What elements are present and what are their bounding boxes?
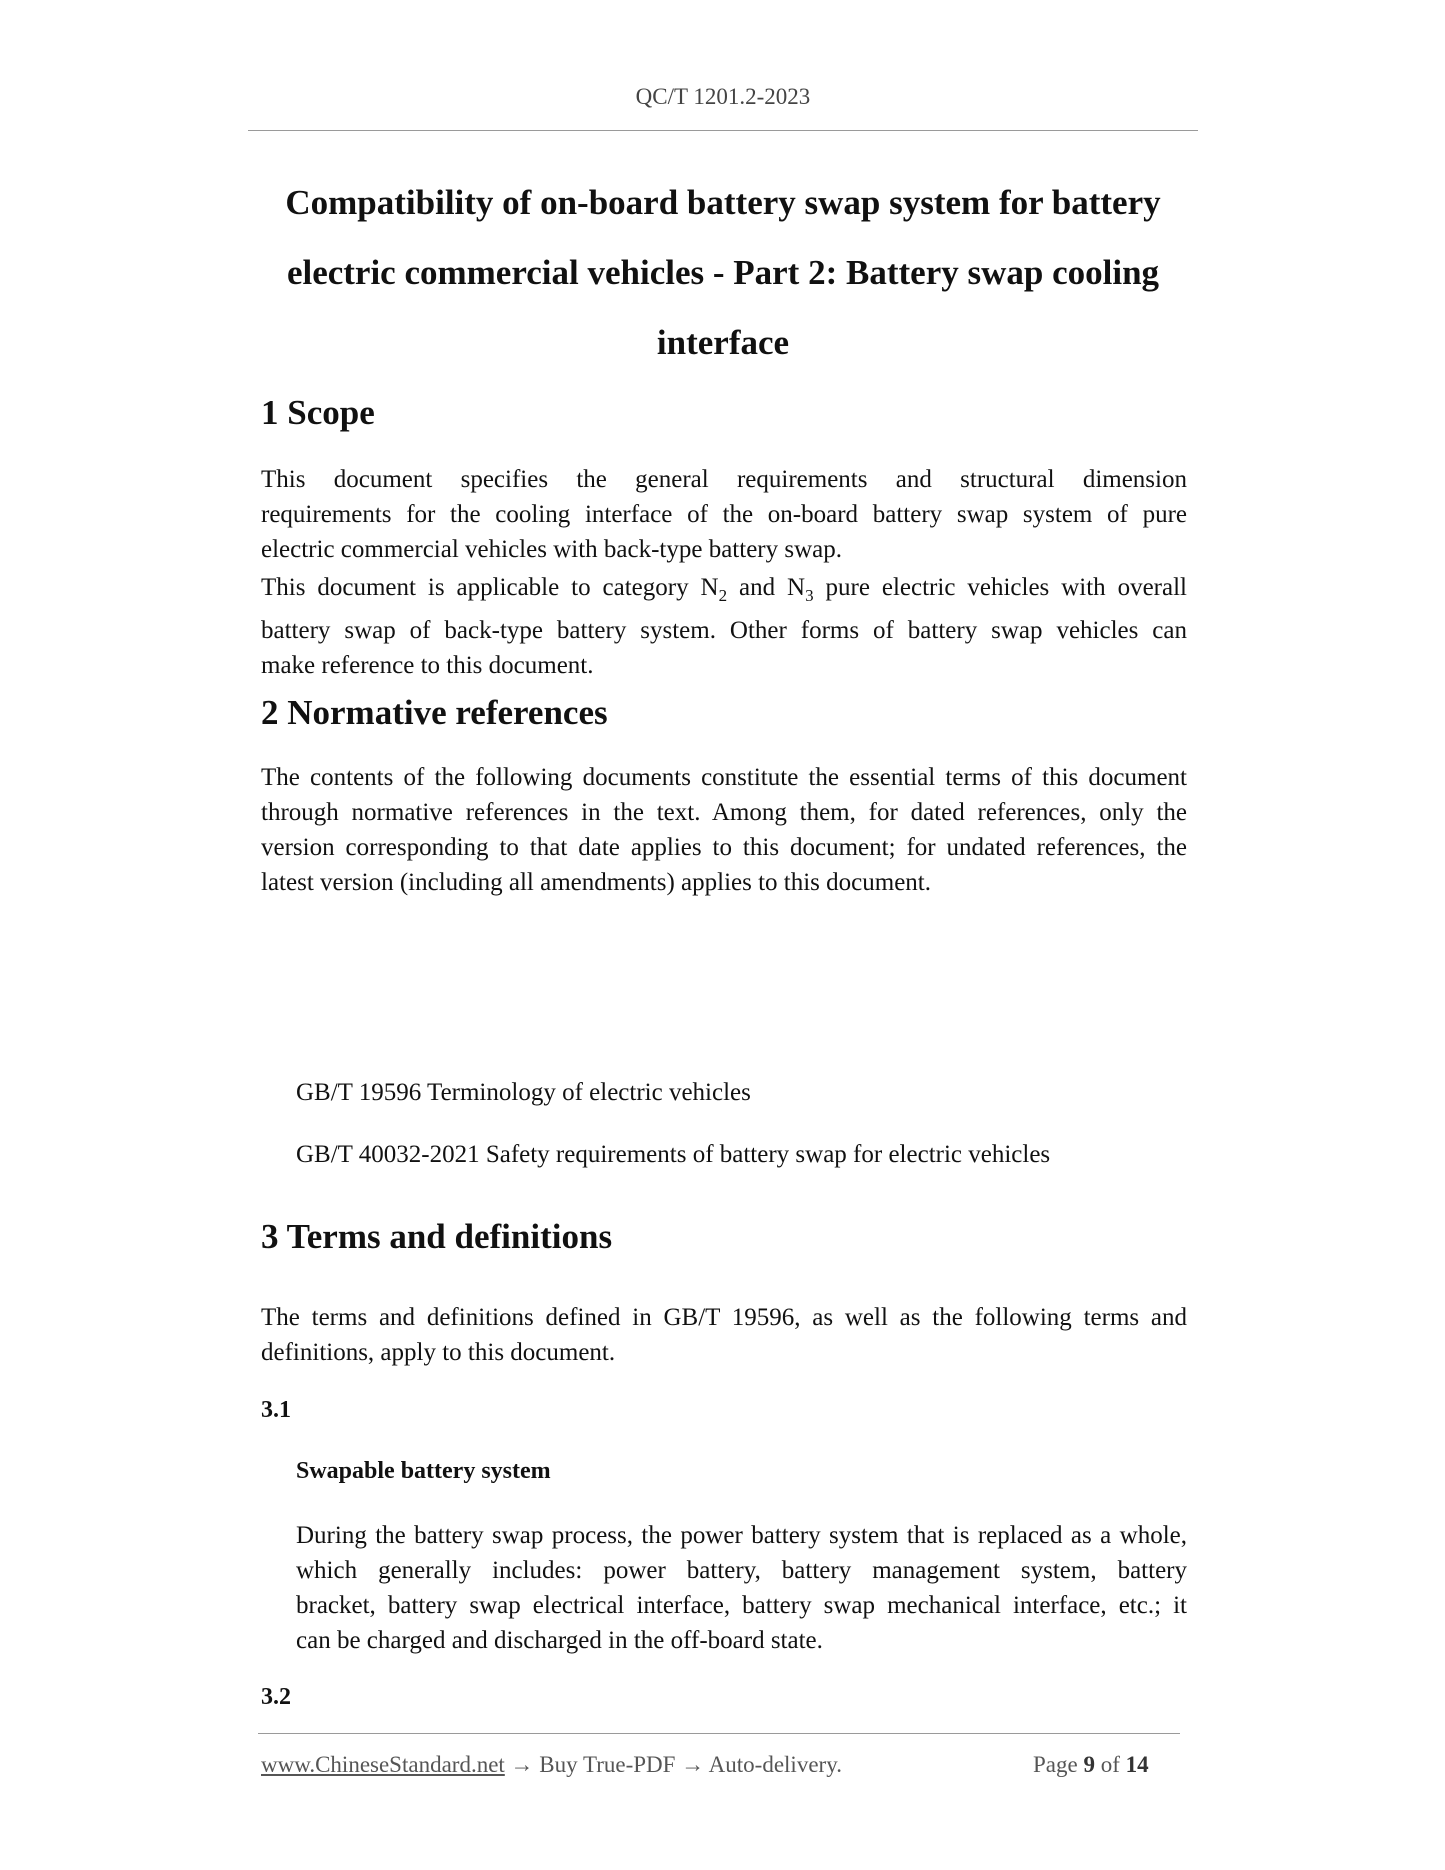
text-line: This document is applicable to category $N_2$ and $N_3$ pure electric vehicles with overall bbox=[261, 574, 1187, 605]
section-heading-terms-definitions: 3 Terms and definitions bbox=[261, 1217, 613, 1256]
scope-paragraph-1 bbox=[261, 462, 1187, 567]
text-line: The contents of the following documents constitute the essential terms of this document bbox=[261, 764, 1187, 791]
footer-divider bbox=[258, 1733, 1180, 1734]
total-pages: 14 bbox=[1125, 1752, 1149, 1777]
text-line: version corresponding to that date applies to this document; for undated references, the bbox=[261, 834, 1187, 861]
arrow-right-icon: → bbox=[681, 1752, 705, 1777]
text-line: requirements for the cooling interface of the on-board battery swap system of pure bbox=[261, 501, 1187, 528]
text-line: which generally includes: power battery, battery management system, battery bbox=[296, 1557, 1187, 1584]
of-label: of bbox=[1100, 1752, 1120, 1777]
text-line: make reference to this document. bbox=[261, 652, 594, 679]
header-divider bbox=[248, 130, 1198, 131]
text-line: electric commercial vehicles with back-type battery swap. bbox=[261, 536, 842, 563]
document-title bbox=[248, 168, 1198, 378]
buy-pdf-text: Buy True-PDF bbox=[539, 1752, 676, 1777]
term-definition bbox=[296, 1518, 1187, 1658]
terms-paragraph bbox=[261, 1300, 1187, 1370]
current-page-number: 9 bbox=[1083, 1752, 1095, 1777]
term-name: Swapable battery system bbox=[296, 1458, 551, 1484]
section-heading-normative-references: 2 Normative references bbox=[261, 693, 608, 732]
page-indicator bbox=[1033, 1752, 1149, 1778]
title-line: electric commercial vehicles - Part 2: Battery swap cooling bbox=[286, 253, 1160, 292]
text-line: through normative references in the text. Among them, for dated references, only the bbox=[261, 799, 1187, 826]
page-label: Page bbox=[1033, 1752, 1078, 1777]
text-line: can be charged and discharged in the off-board state. bbox=[296, 1627, 823, 1654]
arrow-right-icon: → bbox=[510, 1752, 534, 1777]
delivery-text: Auto-delivery. bbox=[708, 1752, 842, 1777]
document-code-header: QC/T 1201.2-2023 bbox=[635, 84, 811, 109]
footer-promo bbox=[261, 1752, 842, 1778]
text-line: This document specifies the general requirements and structural dimension bbox=[261, 466, 1187, 493]
text-line: During the battery swap process, the power battery system that is replaced as a whole, bbox=[296, 1522, 1187, 1549]
text-line: The terms and definitions defined in GB/T 19596, as well as the following terms and bbox=[261, 1304, 1187, 1331]
normative-references-paragraph bbox=[261, 760, 1187, 900]
section-heading-scope: 1 Scope bbox=[261, 393, 375, 432]
clause-number: 3.2 bbox=[261, 1684, 291, 1710]
scope-paragraph-2 bbox=[261, 570, 1187, 683]
text-line: latest version (including all amendments) applies to this document. bbox=[261, 869, 931, 896]
text-line: bracket, battery swap electrical interface, battery swap mechanical interface, etc.; it bbox=[296, 1592, 1187, 1619]
title-line: Compatibility of on-board battery swap system for battery bbox=[285, 183, 1161, 222]
reference-item: GB/T 19596 Terminology of electric vehicles bbox=[296, 1079, 751, 1106]
website-link[interactable]: www.ChineseStandard.net bbox=[261, 1752, 505, 1777]
clause-number: 3.1 bbox=[261, 1397, 291, 1423]
title-line: interface bbox=[656, 323, 790, 362]
reference-item: GB/T 40032-2021 Safety requirements of battery swap for electric vehicles bbox=[296, 1141, 1051, 1168]
text-line: definitions, apply to this document. bbox=[261, 1339, 616, 1366]
text-line: battery swap of back-type battery system. Other forms of battery swap vehicles can bbox=[261, 617, 1187, 644]
